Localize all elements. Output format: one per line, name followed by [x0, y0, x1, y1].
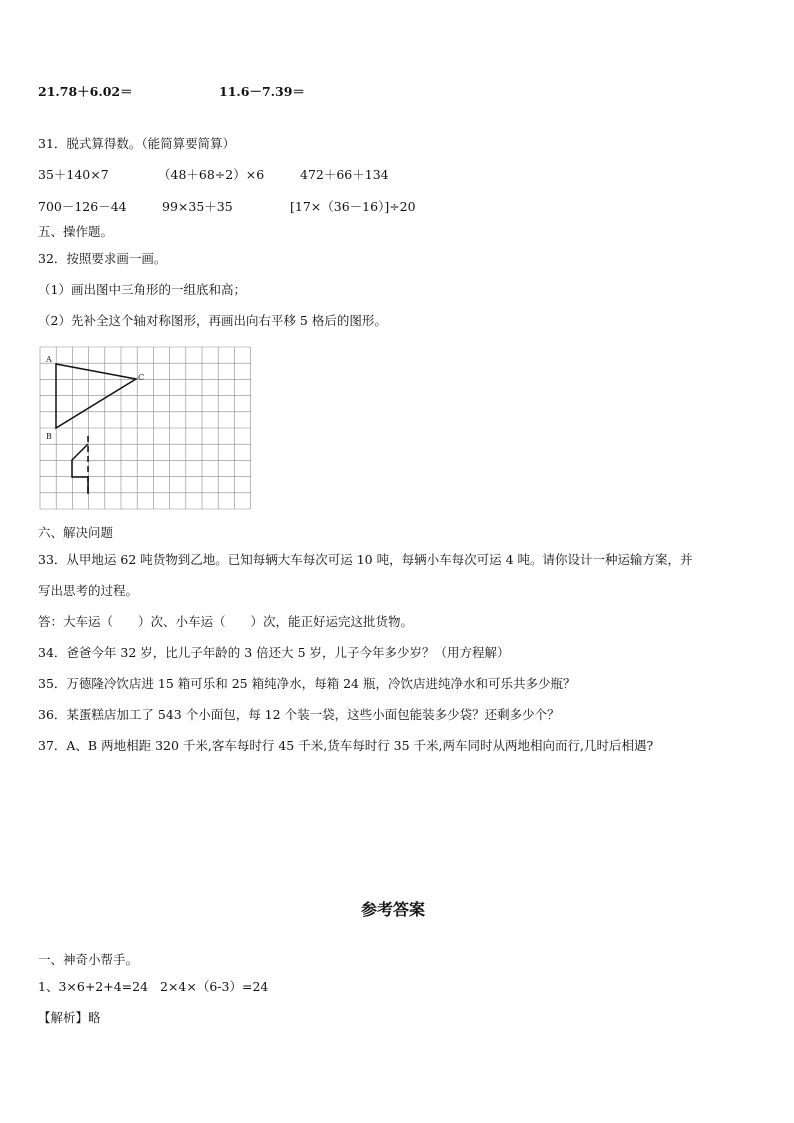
- question-36: 36．某蛋糕店加工了 543 个小面包，每 12 个装一袋，这些小面包能装多少袋？还剩多少个？: [38, 707, 560, 722]
- half-symmetric-figure: [72, 444, 88, 494]
- q31-expression: [17×（36－16）]÷20: [290, 199, 416, 214]
- q31-expression: 99×35＋35: [162, 199, 233, 214]
- answer-item-1-b: 2×4×（6-3）=24: [160, 979, 269, 994]
- question-32-part-2: （2）先补全这个轴对称图形，再画出向右平移 5 格后的图形。: [38, 313, 387, 328]
- q31-expression: 700－126－44: [38, 199, 127, 214]
- expression-subtraction: 11.6－7.39＝: [219, 84, 305, 99]
- point-label-c: C: [138, 373, 145, 382]
- answer-item-1-a: 1、3×6+2+4=24: [38, 979, 149, 994]
- section-5-heading: 五、操作题。: [38, 224, 114, 239]
- expression-addition: 21.78＋6.02＝: [38, 84, 133, 99]
- answer-analysis: 【解析】略: [38, 1010, 101, 1025]
- question-33-line-2: 写出思考的过程。: [38, 583, 139, 598]
- question-35: 35．万德隆冷饮店进 15 箱可乐和 25 箱纯净水，每箱 24 瓶，冷饮店进纯净水和可乐共多少瓶？: [38, 676, 576, 691]
- triangle-abc: [56, 364, 136, 428]
- drawing-grid: [39, 346, 254, 511]
- question-32-heading: 32．按照要求画一画。: [38, 251, 167, 266]
- question-33-answer: 答：大车运（ ）次、小车运（ ）次，能正好运完这批货物。: [38, 614, 414, 629]
- q31-expression: 35＋140×7: [38, 167, 109, 182]
- point-label-a: A: [46, 355, 52, 364]
- answer-section-1-heading: 一、神奇小帮手。: [38, 952, 139, 967]
- grid-lines: [40, 347, 251, 509]
- question-33-line-1: 33．从甲地运 62 吨货物到乙地。已知每辆大车每次可运 10 吨，每辆小车每次可运 4 吨。请你设计一种运输方案，并: [38, 552, 693, 567]
- point-label-b: B: [46, 432, 52, 441]
- question-32-part-1: （1）画出图中三角形的一组底和高；: [38, 282, 246, 297]
- section-6-heading: 六、解决问题: [38, 525, 114, 540]
- q31-expression: 472＋66＋134: [300, 167, 389, 182]
- question-34: 34．爸爸今年 32 岁，比儿子年龄的 3 倍还大 5 岁，儿子今年多少岁？（用方程解）: [38, 645, 510, 660]
- question-37: 37．A、B 两地相距 320 千米,客车每时行 45 千米,货车每时行 35 千米,两车同时从两地相向而行,几时后相遇?: [38, 738, 654, 753]
- question-31-heading: 31．脱式算得数。（能简算要简算）: [38, 136, 236, 151]
- q31-expression: （48＋68÷2）×6: [158, 167, 265, 182]
- answer-key-title: 参考答案: [361, 900, 426, 919]
